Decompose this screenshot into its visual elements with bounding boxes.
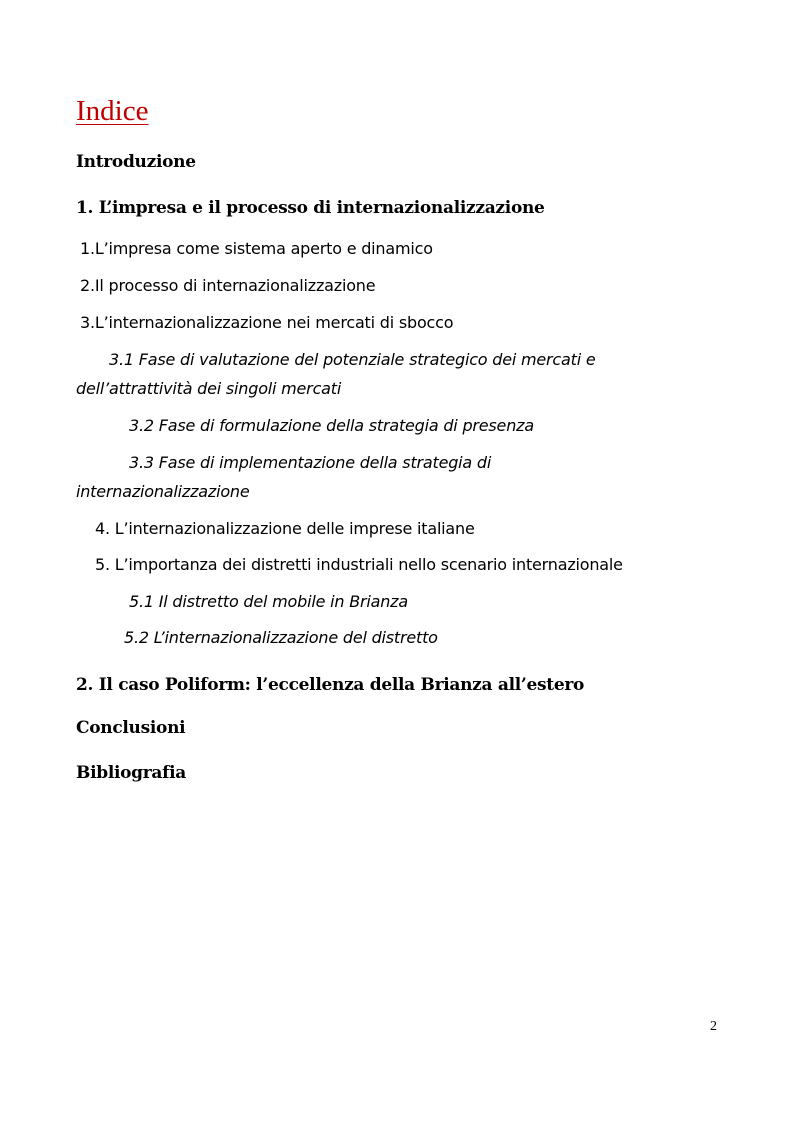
toc-entry-3-2: 3.2 Fase di formulazione della strategia di presenza: [129, 416, 534, 435]
toc-entry-3-1: 3.1 Fase di valutazione del potenziale strategico dei mercati e: [109, 350, 596, 369]
toc-entry-bibliografia: Bibliografia: [76, 763, 187, 783]
toc-entry-introduzione: Introduzione: [76, 152, 196, 172]
toc-entry-chapter-1: 1. L’impresa e il processo di internazionalizzazione: [76, 198, 545, 218]
toc-entry-3-3-continuation: internazionalizzazione: [76, 482, 250, 501]
toc-entry-5-2: 5.2 L’internazionalizzazione del distretto: [124, 628, 438, 647]
toc-entry-1-2: 2.Il processo di internazionalizzazione: [80, 276, 376, 295]
toc-entry-conclusioni: Conclusioni: [76, 718, 186, 738]
toc-entry-chapter-2: 2. Il caso Poliform: l’eccellenza della Brianza all’estero: [76, 675, 585, 695]
toc-entry-1-5: 5. L’importanza dei distretti industriali nello scenario internazionale: [95, 555, 623, 574]
toc-entry-1-3: 3.L’internazionalizzazione nei mercati di sbocco: [80, 313, 454, 332]
page-title: Indice: [76, 95, 149, 127]
toc-entry-1-1: 1.L’impresa come sistema aperto e dinamico: [80, 239, 433, 258]
toc-entry-5-1: 5.1 Il distretto del mobile in Brianza: [129, 592, 408, 611]
page-number: 2: [710, 1019, 717, 1034]
toc-entry-3-3: 3.3 Fase di implementazione della strategia di: [129, 453, 492, 472]
toc-entry-1-4: 4. L’internazionalizzazione delle imprese italiane: [95, 519, 475, 538]
toc-entry-3-1-continuation: dell’attrattività dei singoli mercati: [76, 379, 342, 398]
